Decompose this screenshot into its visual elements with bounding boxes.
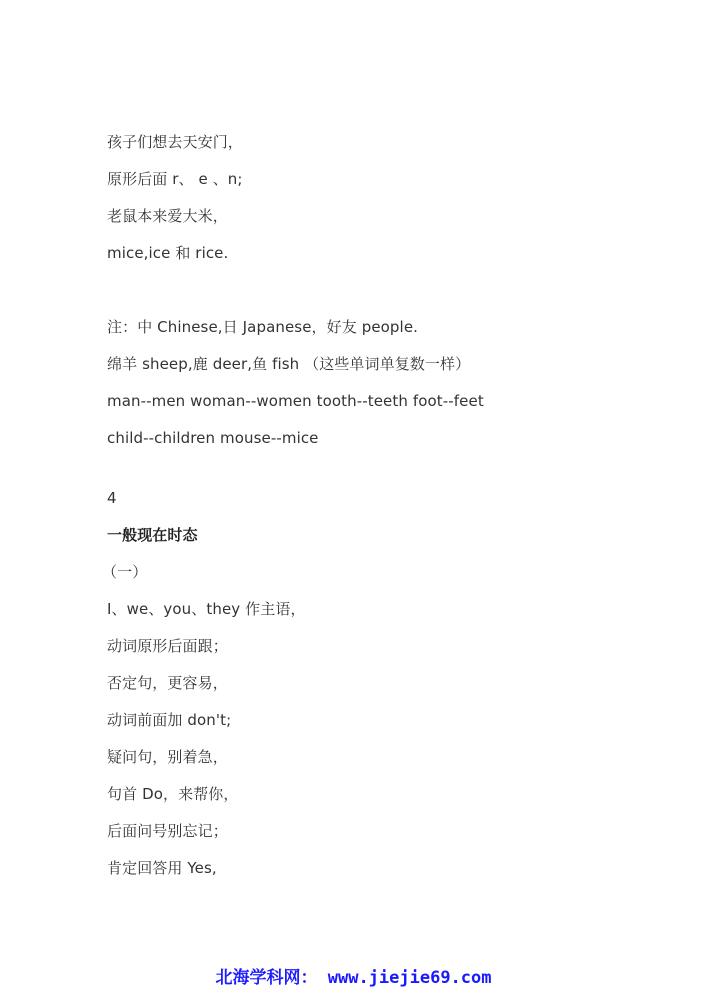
- poem-line: 原形后面 r、 e 、n;: [107, 170, 243, 188]
- note-line: child--children mouse--mice: [107, 429, 319, 447]
- poem-line: 孩子们想去天安门，: [107, 133, 243, 151]
- poem-line: 动词前面加 don't;: [107, 711, 232, 729]
- poem-line: mice,ice 和 rice.: [107, 244, 229, 262]
- poem-line: 动词原形后面跟；: [107, 637, 228, 655]
- note-line: 注：中 Chinese,日 Japanese，好友 people.: [107, 318, 419, 336]
- note-line: man--men woman--women tooth--teeth foot--feet: [107, 392, 484, 410]
- poem-line: 否定句，更容易，: [107, 674, 228, 692]
- section-title: 一般现在时态: [107, 526, 198, 544]
- footer-watermark-link[interactable]: 北海学科网： www.jiejie69.com: [215, 968, 492, 988]
- poem-line: 后面问号别忘记；: [107, 822, 228, 840]
- poem-line: 句首 Do，来帮你，: [107, 785, 239, 803]
- poem-line: 老鼠本来爱大米，: [107, 207, 228, 225]
- section-number: 4: [107, 489, 117, 507]
- poem-line: I、we、you、they 作主语，: [107, 600, 306, 618]
- note-line: 绵羊 sheep,鹿 deer,鱼 fish （这些单词单复数一样）: [107, 355, 471, 373]
- poem-line: 疑问句，别着急，: [107, 748, 228, 766]
- poem-line: 肯定回答用 Yes,: [107, 859, 217, 877]
- section-subtitle: （一）: [102, 563, 148, 581]
